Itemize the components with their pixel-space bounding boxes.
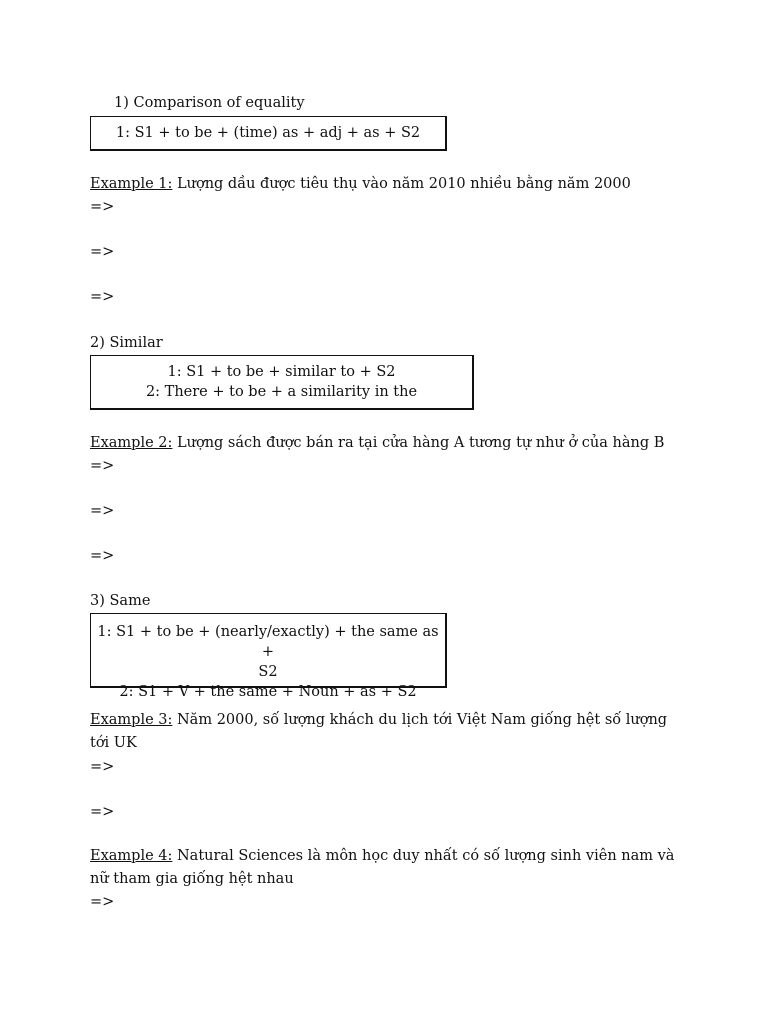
formula-box-equality xyxy=(90,116,447,151)
formula-line: 1: S1 + to be + (nearly/exactly) + the same as + xyxy=(97,624,439,660)
section-heading-same: 3) Same xyxy=(90,593,151,609)
section-heading-similar: 2) Similar xyxy=(90,335,163,351)
answer-line: => xyxy=(90,759,115,775)
example-text: Lượng dầu được tiêu thụ vào năm 2010 nhiều bằng năm 2000 xyxy=(172,176,631,192)
example-label: Example 4: xyxy=(90,848,173,864)
formula-line: 1: S1 + to be + similar to + S2 xyxy=(167,364,396,380)
formula-box-same xyxy=(90,613,447,700)
example-3 xyxy=(90,709,680,755)
example-4 xyxy=(90,845,680,891)
example-text: Natural Sciences là môn học duy nhất có số lượng sinh viên nam và nữ tham gia giống hệt nhau xyxy=(90,848,675,887)
example-text: Năm 2000, số lượng khách du lịch tới Việt Nam giống hệt số lượng tới UK xyxy=(90,712,668,751)
answer-line: => xyxy=(90,289,115,305)
answer-line: => xyxy=(90,548,115,564)
formula-line: S2 xyxy=(258,664,278,680)
example-1 xyxy=(90,174,631,194)
answer-line: => xyxy=(90,199,115,215)
formula-line: 2: There + to be + a similarity in the xyxy=(145,384,418,400)
answer-line: => xyxy=(90,458,115,474)
answer-line: => xyxy=(90,894,115,910)
example-text: Lượng sách được bán ra tại cửa hàng A tương tự như ở của hàng B xyxy=(172,435,665,451)
answer-line: => xyxy=(90,804,115,820)
formula-line: 2: S1 + V + the same + Noun + as + S2 xyxy=(119,684,417,700)
answer-line: => xyxy=(90,503,115,519)
example-label: Example 2: xyxy=(90,435,173,451)
formula-box-similar xyxy=(90,355,474,410)
example-label: Example 1: xyxy=(90,176,173,192)
example-2 xyxy=(90,433,664,453)
example-label: Example 3: xyxy=(90,712,173,728)
formula-line: 1: S1 + to be + (time) as + adj + as + S2 xyxy=(115,125,421,141)
answer-line: => xyxy=(90,244,115,260)
section-heading-comparison-of-equality: 1) Comparison of equality xyxy=(114,95,305,111)
